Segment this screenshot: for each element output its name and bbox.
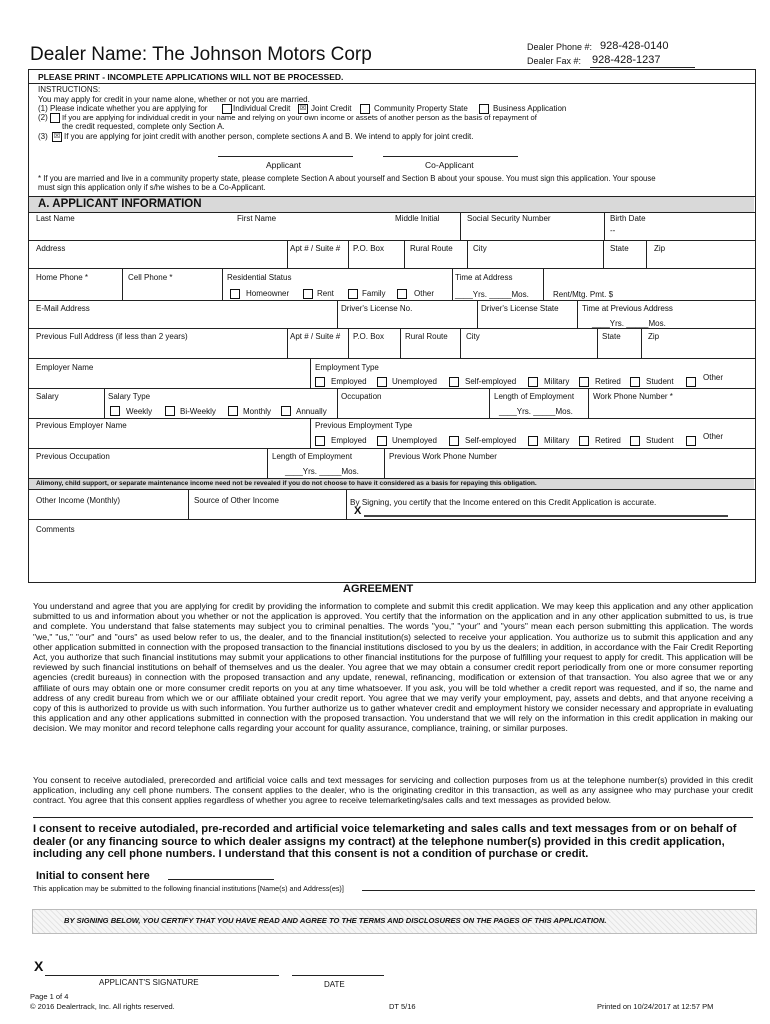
city-label: City bbox=[473, 244, 487, 253]
community-property-label: Community Property State bbox=[374, 104, 468, 113]
email-label: E-Mail Address bbox=[36, 304, 90, 313]
self-employed-label: Self-employed bbox=[465, 377, 517, 386]
telemarketing-consent: I consent to receive autodialed, pre-recorded and artificial voice telemarketing and sales calls and text messages from or on behalf of dealer (or any financing source to which dealer assigns my contract) at the telephone number(s) provided in this credit application, including any cell phone numbers. I understand that this consent is not a condition of purchase or credit. bbox=[33, 823, 737, 860]
birth-date-value: -- bbox=[610, 226, 616, 235]
prev-self-employed-checkbox[interactable] bbox=[449, 436, 459, 446]
prev-length-employment-value: ____Yrs. _____Mos. bbox=[285, 467, 359, 476]
joint-intent-checkbox[interactable]: ☒ bbox=[53, 133, 61, 140]
prev-length-employment-label: Length of Employment bbox=[272, 452, 353, 461]
dealer-phone-value: 928-428-0140 bbox=[600, 40, 669, 52]
homeowner-label: Homeowner bbox=[246, 289, 290, 298]
certify-banner-text: BY SIGNING BELOW, YOU CERTIFY THAT YOU HAVE READ AND AGREE TO THE TERMS AND DISCLOSURES ON THE PAGES OF THIS APPLICATION. bbox=[64, 916, 607, 925]
rural-route-label: Rural Route bbox=[410, 244, 453, 253]
employer-name-label: Employer Name bbox=[36, 363, 94, 372]
po-box-label: P.O. Box bbox=[353, 244, 384, 253]
drivers-license-state-label: Driver's License State bbox=[481, 304, 559, 313]
other-employment-checkbox[interactable] bbox=[686, 377, 696, 387]
dealer-phone-label: Dealer Phone #: bbox=[527, 42, 593, 52]
middle-initial-label: Middle Initial bbox=[395, 214, 440, 223]
family-checkbox[interactable] bbox=[348, 289, 358, 299]
print-notice: PLEASE PRINT - INCOMPLETE APPLICATIONS WILL NOT BE PROCESSED. bbox=[38, 72, 344, 82]
instructions-line3-num: (2) bbox=[38, 113, 48, 122]
joint-credit-checkbox[interactable]: ☒ bbox=[299, 105, 307, 112]
monthly-label: Monthly bbox=[243, 407, 272, 416]
date-label: DATE bbox=[324, 980, 345, 989]
length-employment-label: Length of Employment bbox=[494, 392, 575, 401]
married-note-1: * If you are married and live in a community property state, please complete Section A about yourself and Section B about your spouse. You must sign this application. Your spouse bbox=[38, 174, 656, 183]
annually-checkbox[interactable] bbox=[281, 406, 291, 416]
ssn-label: Social Security Number bbox=[467, 214, 551, 223]
copyright: © 2016 Dealertrack, Inc. All rights reserved. bbox=[30, 1002, 175, 1011]
comments-label: Comments bbox=[36, 525, 75, 534]
instructions-line1: You may apply for credit in your name alone, whether or not you are married. bbox=[38, 95, 310, 104]
first-name-label: First Name bbox=[237, 214, 277, 223]
home-phone-label: Home Phone * bbox=[36, 273, 89, 282]
homeowner-checkbox[interactable] bbox=[230, 289, 240, 299]
initial-consent-label: Initial to consent here bbox=[36, 870, 150, 882]
student-label: Student bbox=[646, 377, 674, 386]
income-signature-line[interactable] bbox=[364, 515, 728, 517]
prev-student-label: Student bbox=[646, 436, 674, 445]
time-prev-address-value: ____Yrs. _____Mos. bbox=[592, 319, 666, 328]
instructions-line5-num: (3) bbox=[38, 132, 48, 141]
prev-occupation-label: Previous Occupation bbox=[36, 452, 110, 461]
financial-institutions-line[interactable] bbox=[362, 890, 755, 891]
unemployed-label: Unemployed bbox=[392, 377, 437, 386]
prev-retired-label: Retired bbox=[595, 436, 621, 445]
prev-other-employment-checkbox[interactable] bbox=[686, 436, 696, 446]
agreement-title: AGREEMENT bbox=[343, 583, 414, 595]
state-label: State bbox=[610, 244, 629, 253]
prev-student-checkbox[interactable] bbox=[630, 436, 640, 446]
employed-checkbox[interactable] bbox=[315, 377, 325, 387]
time-at-address-label: Time at Address bbox=[455, 273, 513, 282]
prev-unemployed-label: Unemployed bbox=[392, 436, 437, 445]
income-sign-x: X bbox=[354, 505, 362, 517]
applicant-label: Applicant bbox=[266, 160, 301, 170]
agreement-paragraph-2: You consent to receive autodialed, prerecorded and artificial voice calls and text messages for servicing and collection purposes from us at the telephone number(s) provided in this credit application, including any cell phone numbers. The consent applies to the dealer, who is the originating creditor in this transaction, as well as any assignee who may purchase your credit contract. You agree that this consent applies regardless of whether you agree to receive telemarketing/sales calls and text messages as provided below. bbox=[33, 775, 753, 806]
source-other-income-label: Source of Other Income bbox=[194, 496, 279, 505]
married-note-2: must sign this application only if s/he wishes to be a Co-Applicant. bbox=[38, 183, 266, 192]
prev-apt-label: Apt # / Suite # bbox=[290, 332, 341, 341]
apt-label: Apt # / Suite # bbox=[290, 244, 341, 253]
time-prev-address-label: Time at Previous Address bbox=[582, 304, 673, 313]
instructions-line4: the credit requested, complete only Section A. bbox=[62, 122, 225, 131]
self-employed-checkbox[interactable] bbox=[449, 377, 459, 387]
other-income-label: Other Income (Monthly) bbox=[36, 496, 121, 505]
unemployed-checkbox[interactable] bbox=[377, 377, 387, 387]
weekly-label: Weekly bbox=[126, 407, 153, 416]
dealer-fax-value: 928-428-1237 bbox=[592, 54, 661, 66]
work-phone-label: Work Phone Number * bbox=[593, 392, 673, 401]
prev-other-employment-label: Other bbox=[703, 432, 724, 441]
prev-employed-label: Employed bbox=[331, 436, 367, 445]
occupation-label: Occupation bbox=[341, 392, 382, 401]
prev-address-label: Previous Full Address (if less than 2 years) bbox=[36, 332, 188, 341]
instructions-line5: If you are applying for joint credit with another person, complete sections A and B. We intend to apply for joint credit. bbox=[64, 132, 474, 141]
prev-military-label: Military bbox=[544, 436, 570, 445]
birth-date-label: Birth Date bbox=[610, 214, 646, 223]
biweekly-label: Bi-Weekly bbox=[180, 407, 216, 416]
instructions-line3: If you are applying for individual credit in your name and relying on your own income or assets of another person as the basis of repayment of bbox=[62, 113, 537, 122]
applicant-signature-label: APPLICANT'S SIGNATURE bbox=[99, 978, 199, 987]
signature-x: X bbox=[34, 958, 44, 974]
section-a-title: A. APPLICANT INFORMATION bbox=[38, 198, 202, 210]
salary-label: Salary bbox=[36, 392, 59, 401]
zip-label: Zip bbox=[654, 244, 666, 253]
address-label: Address bbox=[36, 244, 66, 253]
rent-label: Rent bbox=[317, 289, 334, 298]
time-at-address-value: ____Yrs. _____Mos. bbox=[455, 290, 529, 299]
retired-checkbox[interactable] bbox=[579, 377, 589, 387]
prev-city-label: City bbox=[466, 332, 480, 341]
printed-on: Printed on 10/24/2017 at 12:57 PM bbox=[597, 1002, 714, 1011]
rent-payment-label: Rent/Mtg. Pmt. $ bbox=[553, 290, 614, 299]
date-line[interactable] bbox=[292, 975, 384, 976]
prev-state-label: State bbox=[602, 332, 621, 341]
annually-label: Annually bbox=[296, 407, 327, 416]
other-employment-label: Other bbox=[703, 373, 724, 382]
employment-type-label: Employment Type bbox=[315, 363, 379, 372]
prev-self-employed-label: Self-employed bbox=[465, 436, 517, 445]
dealer-fax-label: Dealer Fax #: bbox=[527, 56, 582, 66]
monthly-checkbox[interactable] bbox=[228, 406, 238, 416]
dealer-name: Dealer Name: The Johnson Motors Corp bbox=[30, 44, 372, 65]
residential-status-label: Residential Status bbox=[227, 273, 292, 282]
individual-only-checkbox[interactable] bbox=[50, 113, 60, 123]
business-application-label: Business Application bbox=[493, 104, 567, 113]
page-number: Page 1 of 4 bbox=[30, 992, 69, 1001]
prev-employment-type-label: Previous Employment Type bbox=[315, 421, 413, 430]
student-checkbox[interactable] bbox=[630, 377, 640, 387]
family-label: Family bbox=[362, 289, 386, 298]
prev-military-checkbox[interactable] bbox=[528, 436, 538, 446]
retired-label: Retired bbox=[595, 377, 621, 386]
prev-zip-label: Zip bbox=[648, 332, 660, 341]
agreement-paragraph-1: You understand and agree that you are applying for credit by providing the information to complete and submit this credit application. We may keep this application and any other application submitted to us and information about you whether or not the application is approved. You certify that the information on the application and in any other application submitted to us, is true and complete. You understand that false statements may subject you to criminal penalties. The words "you," "your" and "yours" mean each person submitting this application. The words "we," "us," "our" and "ours" as used below refer to us, the dealer, and to the financial institution(s) selected to receive your application. You authorize us to submit this application and any other application submitted in connection with the proposed transaction to the financial institutions disclosed to you by us the dealers; in addition, in accordance with the Fair Credit Reporting Act, you authorize that such financial institutions may submit your applications to other financial institutions for the purpose of fulfilling your request to apply for credit. This application will be reviewed by such financial institutions on behalf of themselves and us the dealer. You agree that we may obtain a consumer credit report periodically from one or more consumer reporting agencies (credit bureaus) in connection with the proposed transaction and any update, renewal, refinancing, modification or extension of that transaction. You also agree that we or any affiliate of ours may obtain one or more consumer credit reports on you at any time whatsoever. If you ask, you will be told whether a credit report was requested, and if so, the name and address of any credit bureau from which we or our affiliate obtained your credit report. You agree that we may verify your employment, pay, assets and debts, and that anyone receiving a copy of this is authorized to provide us with such information. You further authorize us to gather whatever credit and employment history we consider necessary and appropriate in evaluating this application and any other applications submitted in connection with the proposed transaction. You understand that we will rely on the information in this credit application in making our decision. We may monitor and record telephone calls regarding your account for quality assurance, compliance, training, or similar purposes. bbox=[33, 601, 753, 734]
drivers-license-label: Driver's License No. bbox=[341, 304, 413, 313]
prev-employed-checkbox[interactable] bbox=[315, 436, 325, 446]
weekly-checkbox[interactable] bbox=[110, 406, 120, 416]
individual-credit-label: Individual Credit bbox=[233, 104, 291, 113]
military-checkbox[interactable] bbox=[528, 377, 538, 387]
alimony-note: Alimony, child support, or separate maintenance income need not be revealed if you do not choose to have it considered as a basis for repaying this obligation. bbox=[36, 480, 537, 487]
cell-phone-label: Cell Phone * bbox=[128, 273, 173, 282]
initial-consent-line[interactable] bbox=[168, 879, 274, 880]
prev-unemployed-checkbox[interactable] bbox=[377, 436, 387, 446]
prev-employer-label: Previous Employer Name bbox=[36, 421, 127, 430]
other-residential-checkbox[interactable] bbox=[397, 289, 407, 299]
prev-po-box-label: P.O. Box bbox=[353, 332, 384, 341]
rent-checkbox[interactable] bbox=[303, 289, 313, 299]
other-residential-label: Other bbox=[414, 289, 435, 298]
employed-label: Employed bbox=[331, 377, 367, 386]
prev-work-phone-label: Previous Work Phone Number bbox=[389, 452, 497, 461]
prev-retired-checkbox[interactable] bbox=[579, 436, 589, 446]
prev-rural-route-label: Rural Route bbox=[405, 332, 448, 341]
applicant-signature-line[interactable] bbox=[45, 975, 279, 976]
last-name-label: Last Name bbox=[36, 214, 75, 223]
length-employment-value: ____Yrs. _____Mos. bbox=[499, 407, 573, 416]
income-certify-text: By Signing, you certify that the Income entered on this Credit Application is accurate. bbox=[350, 498, 657, 507]
form-id: DT 5/16 bbox=[389, 1002, 416, 1011]
salary-type-label: Salary Type bbox=[108, 392, 151, 401]
joint-credit-label: Joint Credit bbox=[311, 104, 352, 113]
instructions-line2: (1) Please indicate whether you are applying for bbox=[38, 104, 208, 113]
instructions-title: INSTRUCTIONS: bbox=[38, 85, 101, 94]
submitted-to-text: This application may be submitted to the following financial institutions [Name(s) and Address(es)] bbox=[33, 884, 344, 893]
military-label: Military bbox=[544, 377, 570, 386]
biweekly-checkbox[interactable] bbox=[165, 406, 175, 416]
coapplicant-label: Co-Applicant bbox=[425, 160, 474, 170]
